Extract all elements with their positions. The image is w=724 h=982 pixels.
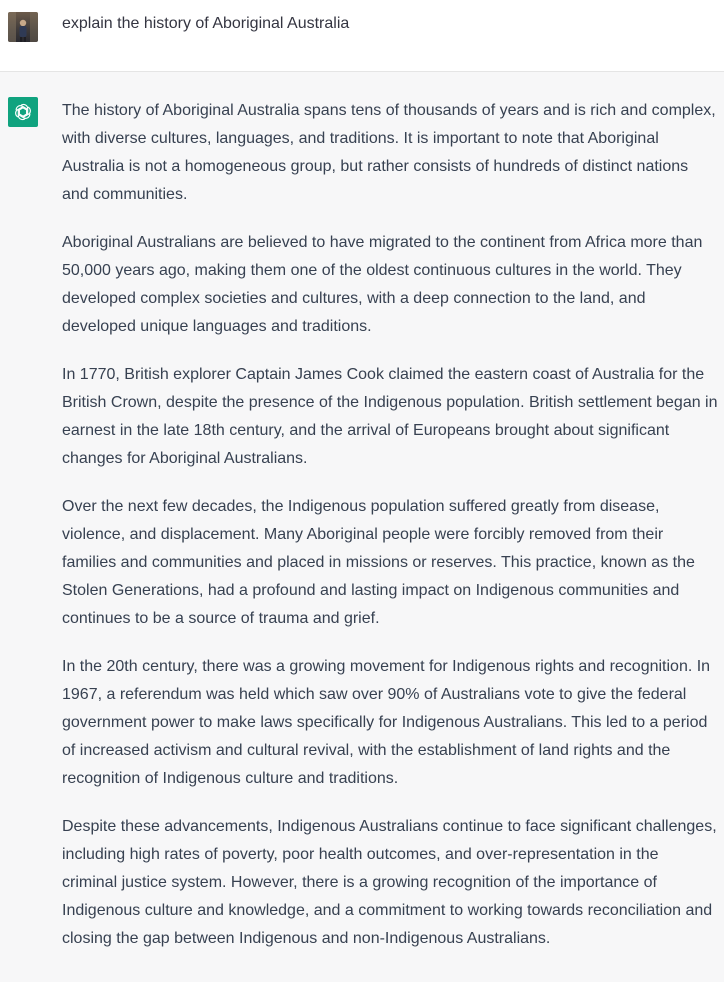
user-avatar-image [8,12,38,42]
answer-paragraph: Aboriginal Australians are believed to have migrated to the continent from Africa more than 50,000 years ago, making them one of the oldest continuous cultures in the world. They developed complex societies and cultures, with a deep connection to the land, and developed unique languages and traditions. [62,234,703,335]
answer-paragraph: Over the next few decades, the Indigenous population suffered greatly from disease, violence, and displacement. Many Aboriginal people were forcibly removed from their families and communities and placed in missions or reserves. This practice, known as the Stolen Generations, had a profound and lasting impact on Indigenous communities and continues to be a source of trauma and grief. [62,498,695,627]
user-avatar [8,12,38,42]
openai-logo-icon [8,97,38,127]
user-message-row [0,0,724,72]
answer-paragraph: Despite these advancements, Indigenous Australians continue to face significant challenges, including high rates of poverty, poor health outcomes, and over-representation in the criminal justice system. However, there is a growing recognition of the importance of Indigenous culture and knowledge, and a commitment to working towards reconciliation and closing the gap between Indigenous and non-Indigenous Australians. [62,818,717,947]
assistant-message-row [0,72,724,982]
answer-paragraph: In the 20th century, there was a growing movement for Indigenous rights and recognition. In 1967, a referendum was held which saw over 90% of Australians vote to give the federal government power to make laws specifically for Indigenous Australians. This led to a period of increased activism and cultural revival, with the establishment of land rights and the recognition of Indigenous culture and traditions. [62,658,711,787]
answer-paragraph: In 1770, British explorer Captain James Cook claimed the eastern coast of Australia for the British Crown, despite the presence of the Indigenous population. British settlement began in earnest in the late 18th century, and the arrival of Europeans brought about significant changes for Aboriginal Australians. [62,366,718,467]
assistant-message-text [62,97,718,973]
answer-paragraph: The history of Aboriginal Australia spans tens of thousands of years and is rich and complex, with diverse cultures, languages, and traditions. It is important to note that Aboriginal Australia is not a homogeneous group, but rather consists of hundreds of distinct nations and communities. [62,102,716,203]
user-message-text: explain the history of Aboriginal Australia [62,15,350,32]
